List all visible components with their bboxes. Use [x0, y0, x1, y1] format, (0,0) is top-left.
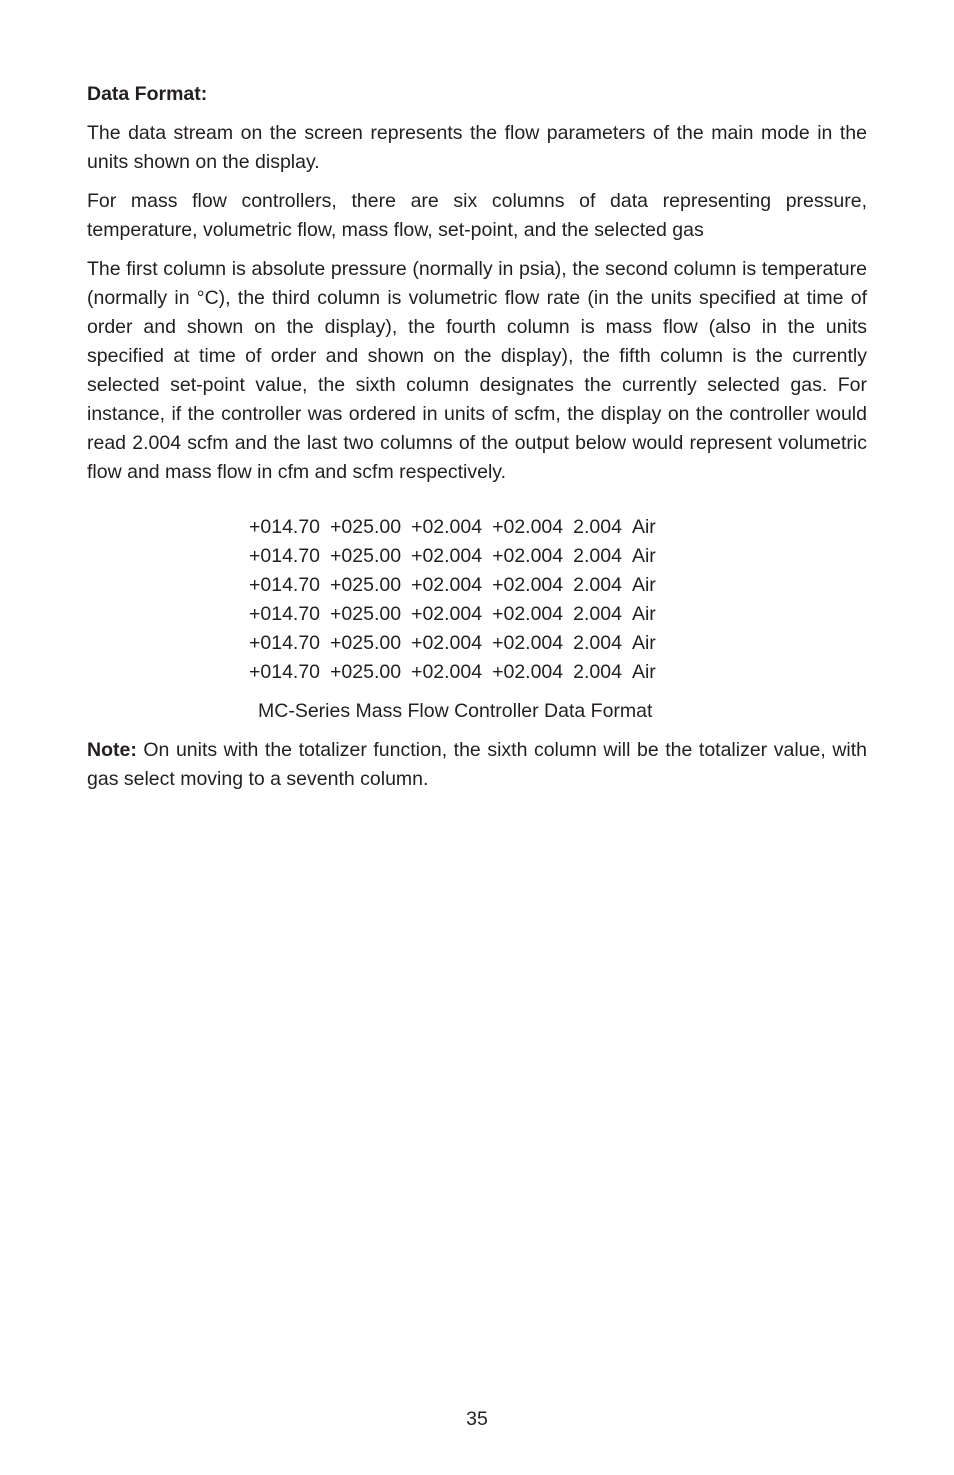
- section-heading: Data Format:: [87, 83, 208, 105]
- table-cell: 2.004: [573, 516, 622, 538]
- table-cell: +02.004: [411, 574, 483, 596]
- table-cell: Air: [631, 516, 656, 538]
- table-cell: +02.004: [411, 545, 483, 567]
- table-cell: +02.004: [411, 632, 483, 654]
- table-cell: 2.004: [573, 603, 622, 625]
- table-cell: +02.004: [492, 603, 564, 625]
- table-cell: Air: [631, 545, 656, 567]
- table-cell: +025.00: [330, 632, 402, 654]
- table-cell: Air: [631, 661, 656, 683]
- table-row: [249, 542, 666, 571]
- table-cell: +025.00: [330, 574, 402, 596]
- table-cell: +02.004: [492, 661, 564, 683]
- table-row: [249, 658, 666, 687]
- paragraph-intro: The data stream on the screen represents the flow parameters of the main mode in the units shown on the display.: [87, 122, 867, 173]
- table-cell: 2.004: [573, 574, 622, 596]
- table-cell: Air: [631, 603, 656, 625]
- table-row: [249, 629, 666, 658]
- table-cell: +02.004: [492, 516, 564, 538]
- table-cell: +02.004: [492, 574, 564, 596]
- table-row: [249, 571, 666, 600]
- table-cell: +014.70: [249, 603, 321, 625]
- page-number: 35: [466, 1408, 488, 1430]
- table-cell: Air: [631, 574, 656, 596]
- table-cell: +025.00: [330, 661, 402, 683]
- note-label: Note:: [87, 739, 137, 761]
- table-caption: MC-Series Mass Flow Controller Data Format: [258, 700, 653, 722]
- table-cell: 2.004: [573, 661, 622, 683]
- table-cell: +02.004: [492, 632, 564, 654]
- document-page: [87, 80, 867, 804]
- table-row: [249, 600, 666, 629]
- table-cell: +02.004: [411, 603, 483, 625]
- table-row: [249, 513, 666, 542]
- table-cell: 2.004: [573, 632, 622, 654]
- note-text: On units with the totalizer function, the sixth column will be the totalizer value, with gas select moving to a seventh column.: [87, 739, 867, 790]
- table-cell: +025.00: [330, 516, 402, 538]
- table-cell: +02.004: [411, 661, 483, 683]
- table-cell: +025.00: [330, 545, 402, 567]
- table-cell: +025.00: [330, 603, 402, 625]
- table-cell: +014.70: [249, 545, 321, 567]
- table-cell: +014.70: [249, 632, 321, 654]
- table-cell: +02.004: [492, 545, 564, 567]
- table-cell: +014.70: [249, 574, 321, 596]
- table-cell: +02.004: [411, 516, 483, 538]
- table-cell: +014.70: [249, 661, 321, 683]
- note-paragraph: [87, 736, 867, 794]
- table-cell: Air: [631, 632, 656, 654]
- table-cell: +014.70: [249, 516, 321, 538]
- data-format-table: [249, 513, 666, 687]
- table-cell: 2.004: [573, 545, 622, 567]
- paragraph-details: The first column is absolute pressure (normally in psia), the second column is temperature (normally in °C), the third column is volumetric flow rate (in the units specified at time of order and shown on the display), the fourth column is mass flow (also in the units specified at time of order and shown on the display), the fifth column is the currently selected set-point value, the sixth column designates the currently selected gas. For instance, if the controller was ordered in units of scfm, the display on the controller would read 2.004 scfm and the last two columns of the output below would represent volumetric flow and mass flow in cfm and scfm respectively.: [87, 258, 867, 483]
- paragraph-columns: For mass flow controllers, there are six columns of data representing pressure, temperature, volumetric flow, mass flow, set-point, and the selected gas: [87, 190, 867, 241]
